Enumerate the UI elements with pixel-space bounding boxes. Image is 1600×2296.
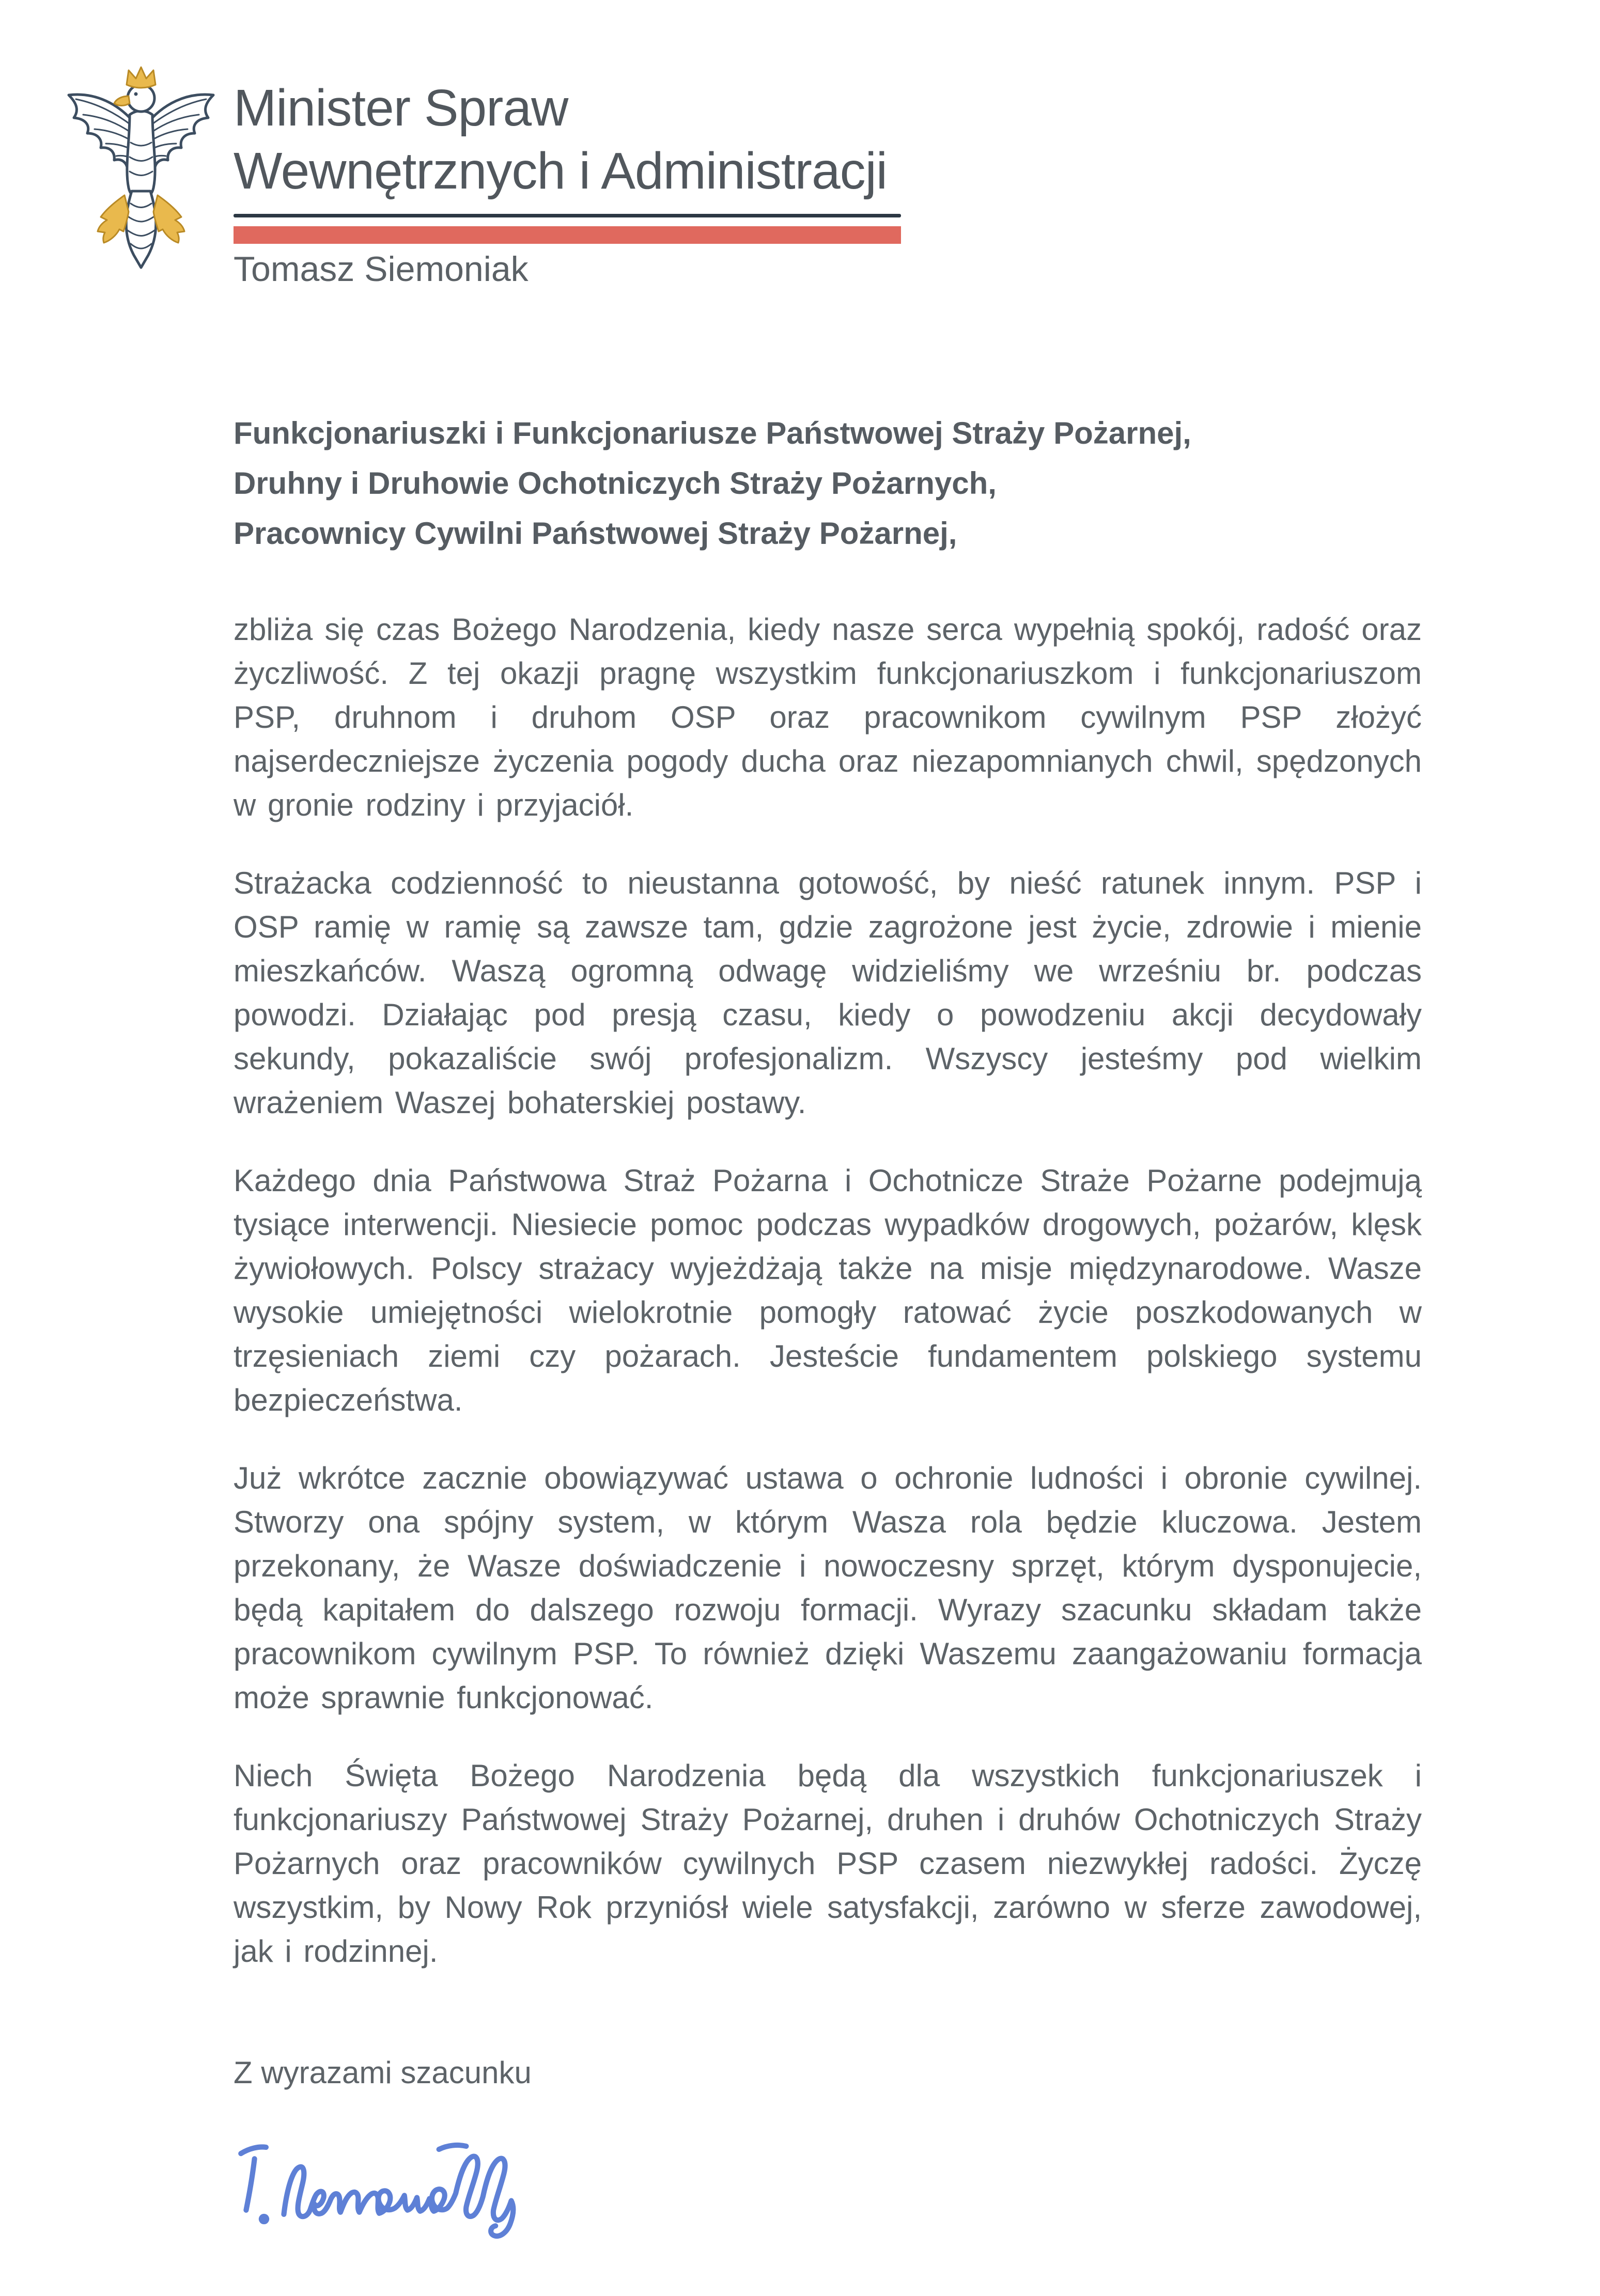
salutation — [234, 408, 1484, 558]
paragraph: zbliża się czas Bożego Narodzenia, kiedy nasze serca wypełnią spokój, radość oraz życzliwość. Z tej okazji pragnę wszystkim funkcjonariuszkom i funkcjonariuszom PSP, druhnom i druhom OSP oraz pracownikom cywilnym PSP złożyć najserdeczniejsze życzenia pogody ducha oraz niezapomnianych chwil, spędzonych w gronie rodziny i przyjaciół. — [234, 612, 1422, 822]
paragraph: Strażacka codzienność to nieustanna gotowość, by nieść ratunek innym. PSP i OSP ramię w ramię są zawsze tam, gdzie zagrożone jest życie, zdrowie i mienie mieszkańców. Waszą ogromną odwagę widzieliśmy we wrześniu br. podczas powodzi. Działając pod presją czasu, kiedy o powodzeniu akcji decydowały sekundy, pokazaliście swój profesjonalizm. Wszyscy jesteśmy pod wielkim wrażeniem Waszej bohaterskiej postawy. — [234, 866, 1422, 1120]
letterhead-rule-red — [234, 226, 901, 244]
paragraph: Już wkrótce zacznie obowiązywać ustawa o ochronie ludności i obronie cywilnej. Stworzy ona spójny system, w którym Wasza rola będzie kluczowa. Jestem przekonany, że Wasze doświadczenie i nowoczesny sprzęt, którym dysponujecie, będą kapitałem do dalszego rozwoju formacji. Wyrazy szacunku składam także pracownikom cywilnym PSP. To również dzięki Waszemu zaangażowaniu formacja może sprawnie funkcjonować. — [234, 1461, 1422, 1715]
signature-ink-strokes — [231, 2114, 598, 2252]
closing-phrase: Z wyrazami szacunku — [234, 2055, 532, 2090]
paragraph: Niech Święta Bożego Narodzenia będą dla wszystkich funkcjonariuszek i funkcjonariuszy Państwowej Straży Pożarnej, druhen i druhów Ochotniczych Straży Pożarnych oraz pracowników cywilnych PSP czasem niezwykłej radości. Życzę wszystkim, by Nowy Rok przyniósł wiele satysfakcji, zarówno w sferze zawodowej, jak i rodzinnej. — [234, 1758, 1422, 1969]
ministry-title — [234, 76, 887, 202]
signature-handwritten — [231, 2114, 598, 2252]
minister-name: Tomasz Siemoniak — [234, 249, 529, 289]
salutation-line: Funkcjonariuszki i Funkcjonariusze Państwowej Straży Pożarnej, — [234, 416, 1191, 450]
salutation-line: Pracownicy Cywilni Państwowej Straży Pożarnej, — [234, 516, 957, 551]
letterhead-rule-navy — [234, 214, 901, 217]
paragraph: Każdego dnia Państwowa Straż Pożarna i Ochotnicze Straże Pożarne podejmują tysiące interwencji. Niesiecie pomoc podczas wypadków drogowych, pożarów, klęsk żywiołowych. Polscy strażacy wyjeżdżają także na misje międzynarodowe. Wasze wysokie umiejętności wielokrotnie pomogły ratować życie poszkodowanych w trzęsieniach ziemi czy pożarach. Jesteście fundamentem polskiego systemu bezpieczeństwa. — [234, 1163, 1422, 1417]
polish-eagle-emblem-icon — [58, 65, 224, 272]
salutation-line: Druhny i Druhowie Ochotniczych Straży Pożarnych, — [234, 466, 997, 501]
ministry-title-line1: Minister Spraw — [234, 79, 568, 137]
letter-body — [234, 607, 1422, 2007]
ministry-title-line2: Wewnętrznych i Administracji — [234, 142, 888, 200]
